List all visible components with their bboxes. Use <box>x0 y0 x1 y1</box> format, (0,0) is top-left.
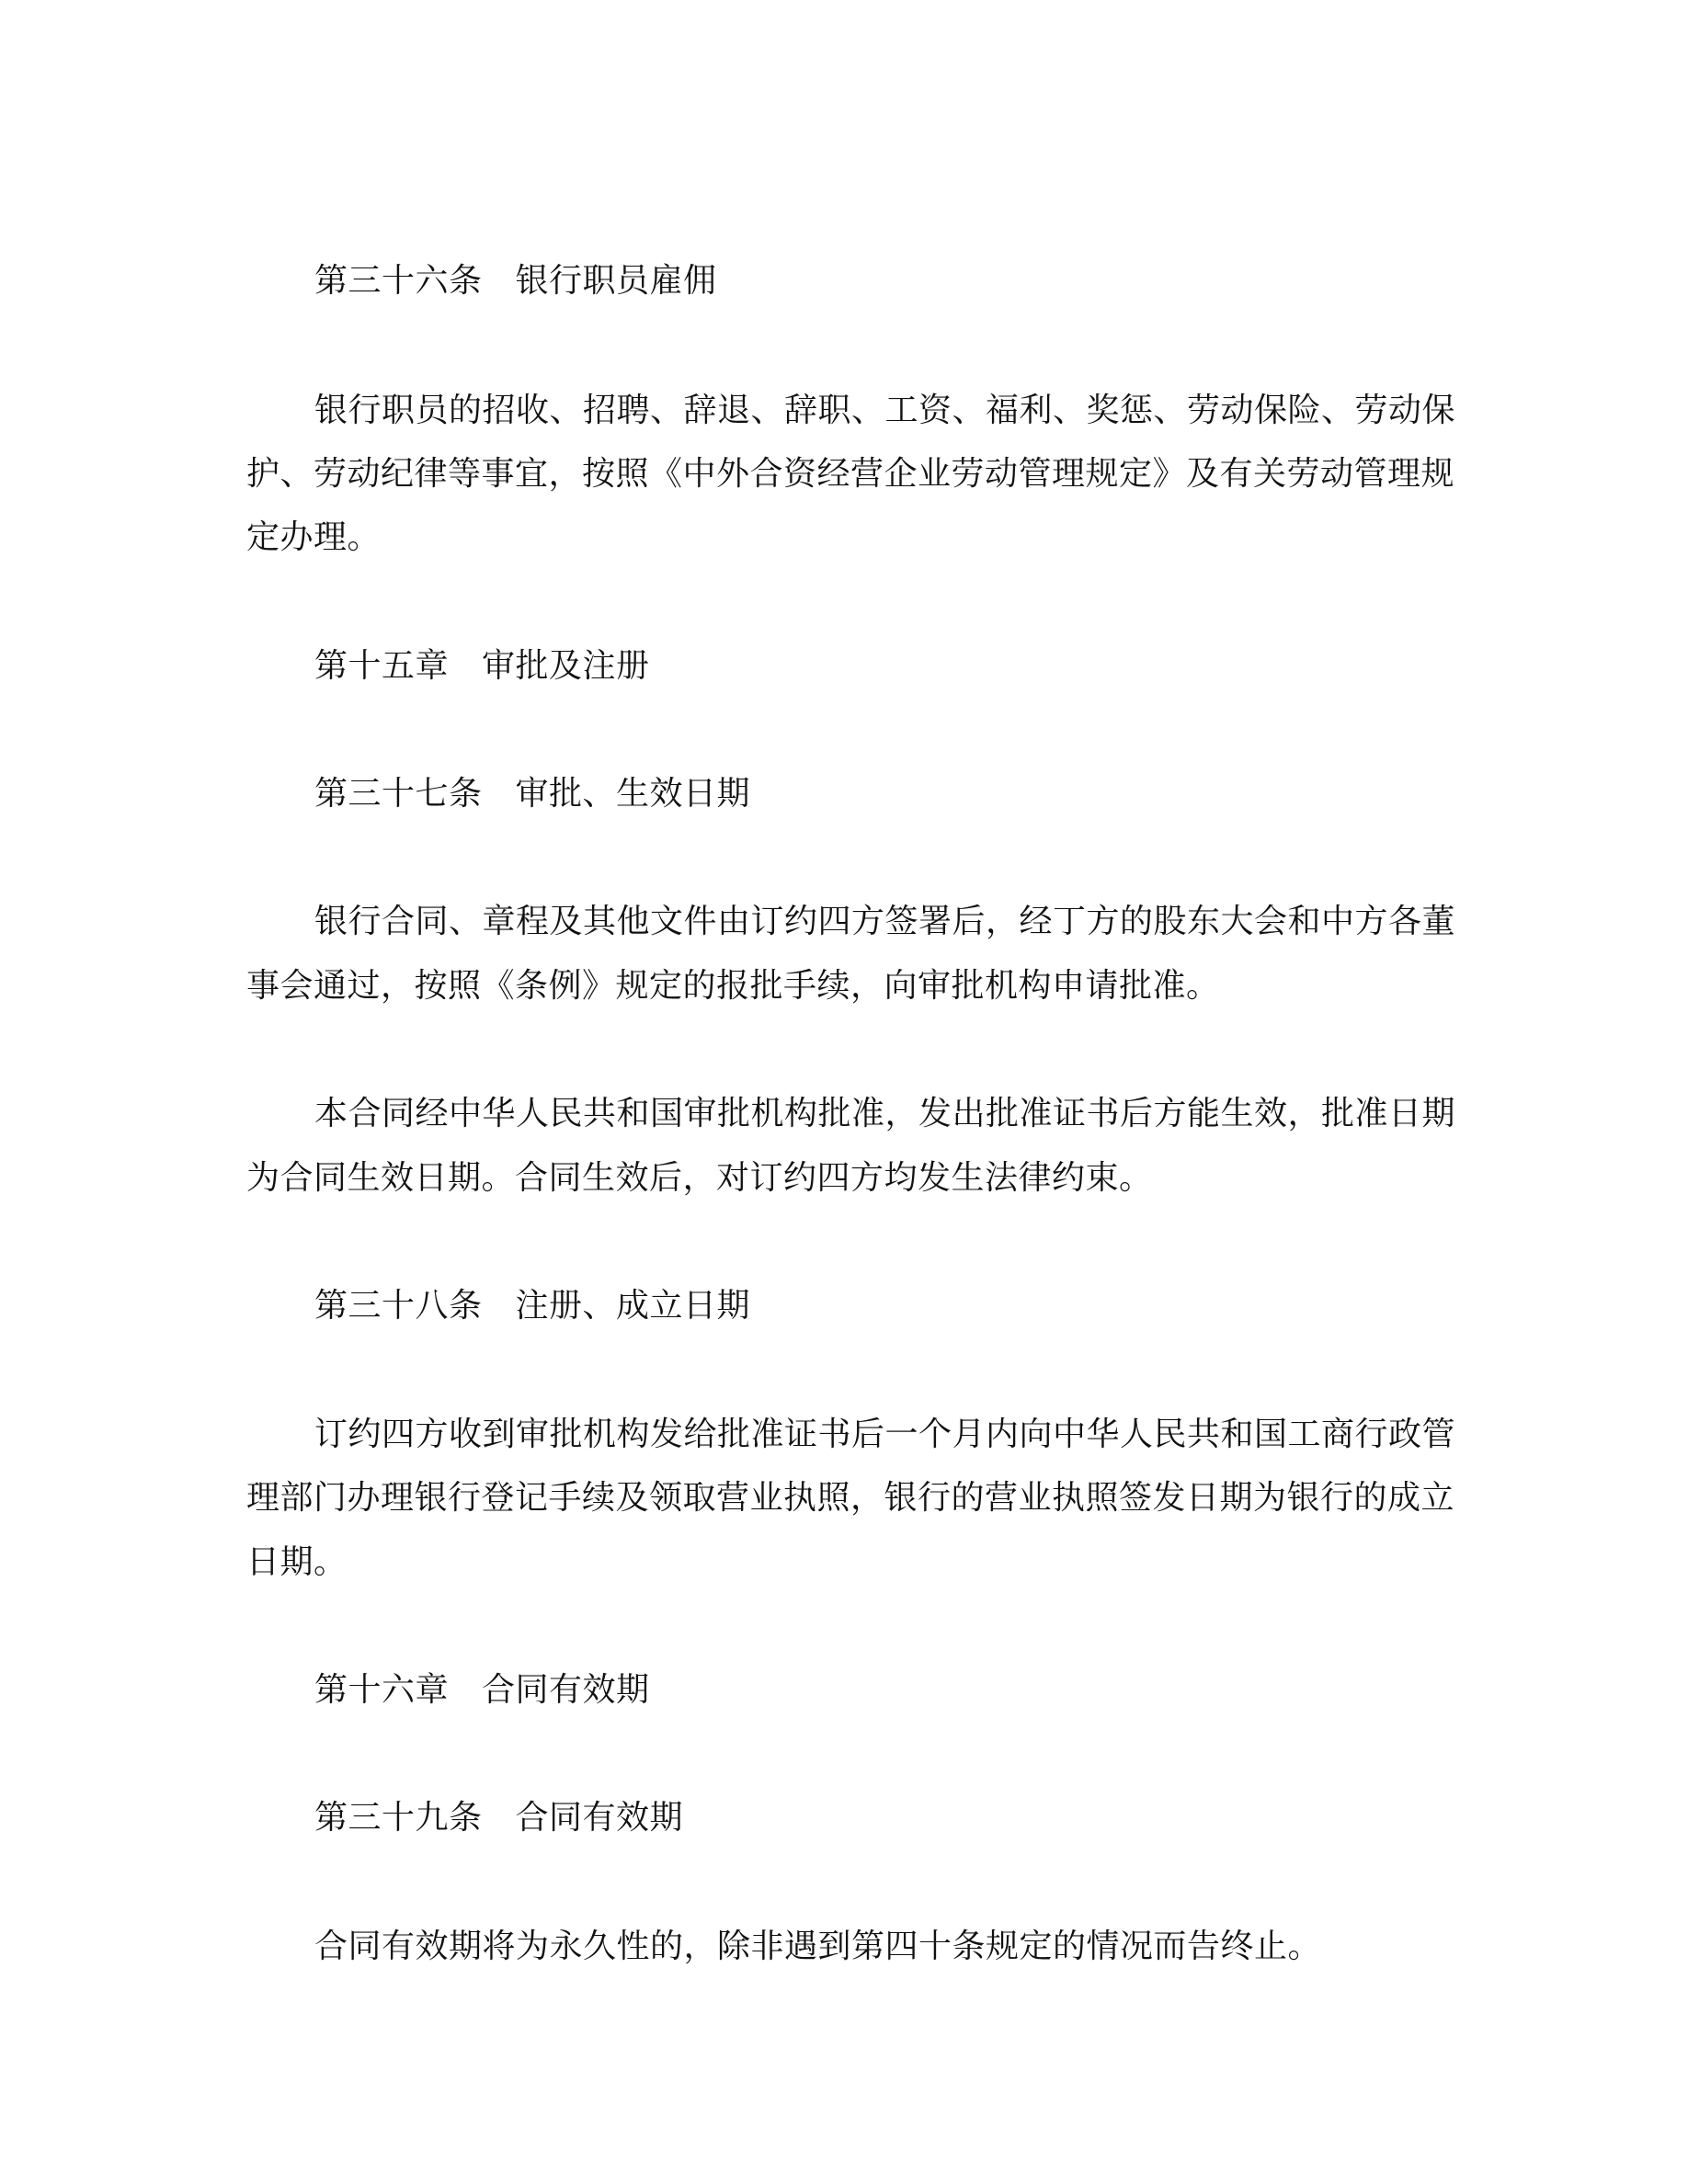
chapter-title: 合同有效期 <box>482 1671 650 1709</box>
article-37-heading <box>314 775 751 813</box>
paragraph-line: 为合同生效日期。合同生效后，对订约四方均发生法律约束。 <box>246 1159 1153 1197</box>
paragraph-line: 定办理。 <box>246 518 382 556</box>
chapter-number: 第十六章 <box>314 1671 450 1709</box>
article-36-heading <box>314 262 717 300</box>
paragraph-line: 银行合同、章程及其他文件由订约四方签署后，经丁方的股东大会和中方各董 <box>314 903 1456 940</box>
article-38-heading <box>314 1287 751 1325</box>
paragraph-line: 理部门办理银行登记手续及领取营业执照，银行的营业执照签发日期为银行的成立 <box>246 1479 1455 1517</box>
article-number: 第三十七条 <box>314 775 483 813</box>
article-number: 第三十八条 <box>314 1287 483 1325</box>
article-title: 银行职员雇佣 <box>515 262 717 300</box>
chapter-16-heading <box>314 1671 650 1709</box>
article-39-heading <box>314 1799 684 1837</box>
chapter-15-heading <box>314 647 650 685</box>
article-title: 注册、成立日期 <box>515 1287 751 1325</box>
article-number: 第三十九条 <box>314 1799 483 1837</box>
paragraph-line: 事会通过，按照《条例》规定的报批手续，向审批机构申请批准。 <box>246 967 1220 1005</box>
article-title: 审批、生效日期 <box>515 775 751 813</box>
paragraph-line: 合同有效期将为永久性的，除非遇到第四十条规定的情况而告终止。 <box>314 1928 1322 1965</box>
chapter-title: 审批及注册 <box>482 647 650 685</box>
paragraph-line: 日期。 <box>246 1543 348 1581</box>
paragraph-line: 护、劳动纪律等事宜，按照《中外合资经营企业劳动管理规定》及有关劳动管理规 <box>246 455 1455 493</box>
paragraph-line: 本合同经中华人民共和国审批机构批准，发出批准证书后方能生效，批准日期 <box>314 1095 1456 1132</box>
paragraph-line: 订约四方收到审批机构发给批准证书后一个月内向中华人民共和国工商行政管 <box>314 1416 1456 1453</box>
article-number: 第三十六条 <box>314 262 483 300</box>
chapter-number: 第十五章 <box>314 647 450 685</box>
article-title: 合同有效期 <box>515 1799 684 1837</box>
paragraph-line: 银行职员的招收、招聘、辞退、辞职、工资、福利、奖惩、劳动保险、劳动保 <box>314 392 1456 429</box>
